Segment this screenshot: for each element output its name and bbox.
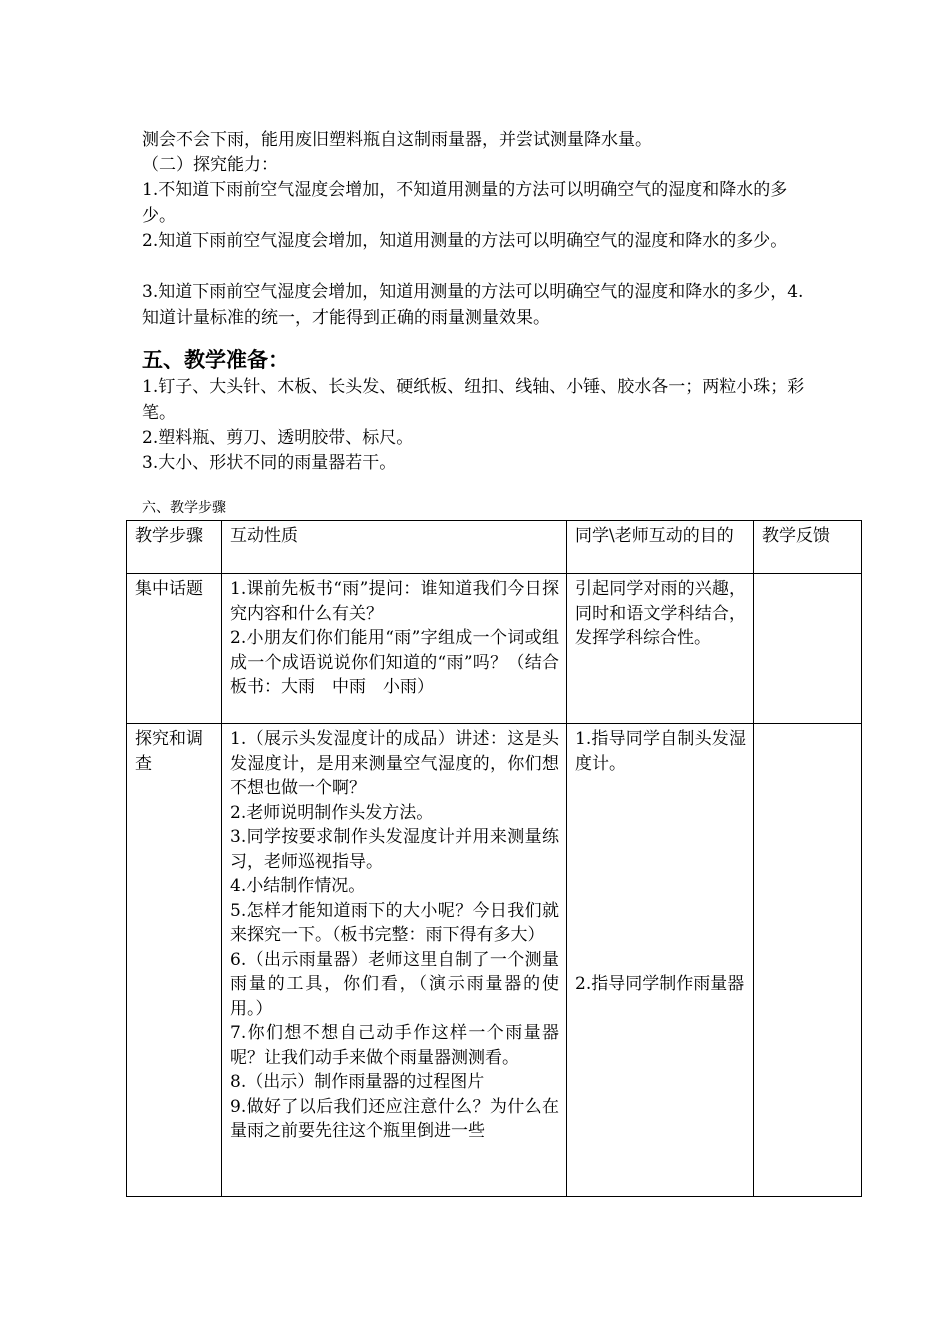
- inquiry-level-3: 3.知道下雨前空气湿度会增加，知道用测量的方法可以明确空气的湿度和降水的多少，4.知道计量标准的统一，才能得到正确的雨量测量效果。: [142, 282, 804, 328]
- subsection-inquiry-ability: （二）探究能力：: [142, 155, 278, 175]
- intro-line-1: 测会不会下雨，能用废旧塑料瓶自这制雨量器，并尝试测量降水量。: [142, 130, 652, 150]
- interaction-line: 9.做好了以后我们还应注意什么？为什么在量雨之前要先往这个瓶里倒进一些: [230, 1096, 559, 1141]
- interaction-line: 6.（出示雨量器）老师这里自制了一个测量雨量的工具，你们看，（演示雨量器的使用。）: [230, 949, 559, 1019]
- feedback-cell: [754, 574, 862, 724]
- feedback-cell: [754, 724, 862, 1197]
- preparation-item-2: 2.塑料瓶、剪刀、透明胶带、标尺。: [142, 428, 414, 448]
- interaction-line: 7.你们想不想自己动手作这样一个雨量器呢？让我们动手来做个雨量器测测看。: [230, 1023, 559, 1068]
- inquiry-level-2: 2.知道下雨前空气湿度会增加，知道用测量的方法可以明确空气的湿度和降水的多少。: [142, 231, 788, 251]
- header-teaching-step: 教学步骤: [127, 521, 222, 574]
- purpose-line: 1.指导同学自制头发湿度计。: [575, 729, 746, 774]
- interaction-line: 3.同学按要求制作头发湿度计并用来测量练习，老师巡视指导。: [230, 827, 559, 872]
- interaction-line: 8.（出示）制作雨量器的过程图片: [230, 1072, 485, 1092]
- interaction-line: 1.课前先板书“雨”提问：谁知道我们今日探究内容和什么有关？: [230, 579, 559, 624]
- header-feedback: 教学反馈: [754, 521, 862, 574]
- interaction-line: 2.小朋友们你们能用“雨”字组成一个词或组成一个成语说说你们知道的“雨”吗？（结合板书：大雨 中雨 小雨）: [230, 628, 559, 697]
- header-interaction: 互动性质: [222, 521, 567, 574]
- step-cell: 集中话题: [127, 574, 222, 724]
- table-row: [127, 724, 862, 1197]
- purpose-cell: [567, 724, 754, 1197]
- section-5-title: 五、教学准备：: [142, 348, 289, 372]
- interaction-cell: [222, 574, 567, 724]
- table-row: [127, 574, 862, 724]
- interaction-line: 2.老师说明制作头发方法。: [230, 802, 434, 823]
- interaction-cell: [222, 724, 567, 1197]
- preparation-item-1: 1.钉子、大头针、木板、长头发、硬纸板、纽扣、线轴、小锤、胶水各一；两粒小珠；彩笔。: [142, 377, 805, 423]
- purpose-line: 2.指导同学制作雨量器: [575, 974, 745, 994]
- teaching-steps-table: [126, 520, 862, 1197]
- preparation-item-3: 3.大小、形状不同的雨量器若干。: [142, 453, 397, 473]
- inquiry-level-1: 1.不知道下雨前空气湿度会增加，不知道用测量的方法可以明确空气的湿度和降水的多少。: [142, 180, 788, 226]
- interaction-line: 5.怎样才能知道雨下的大小呢？今日我们就来探究一下。（板书完整：雨下得有多大）: [230, 900, 559, 945]
- purpose-cell: 引起同学对雨的兴趣，同时和语文学科结合，发挥学科综合性。: [567, 574, 754, 724]
- step-cell: 探究和调查: [127, 724, 222, 1197]
- interaction-line: 1.（展示头发湿度计的成品）讲述：这是头发湿度计，是用来测量空气湿度的，你们想不想也做一个啊？: [230, 729, 559, 798]
- section-6-caption: 六、教学步骤: [142, 500, 226, 516]
- table-header-row: [127, 521, 862, 574]
- interaction-line: 4.小结制作情况。: [230, 876, 366, 896]
- header-purpose: 同学\老师互动的目的: [567, 521, 754, 574]
